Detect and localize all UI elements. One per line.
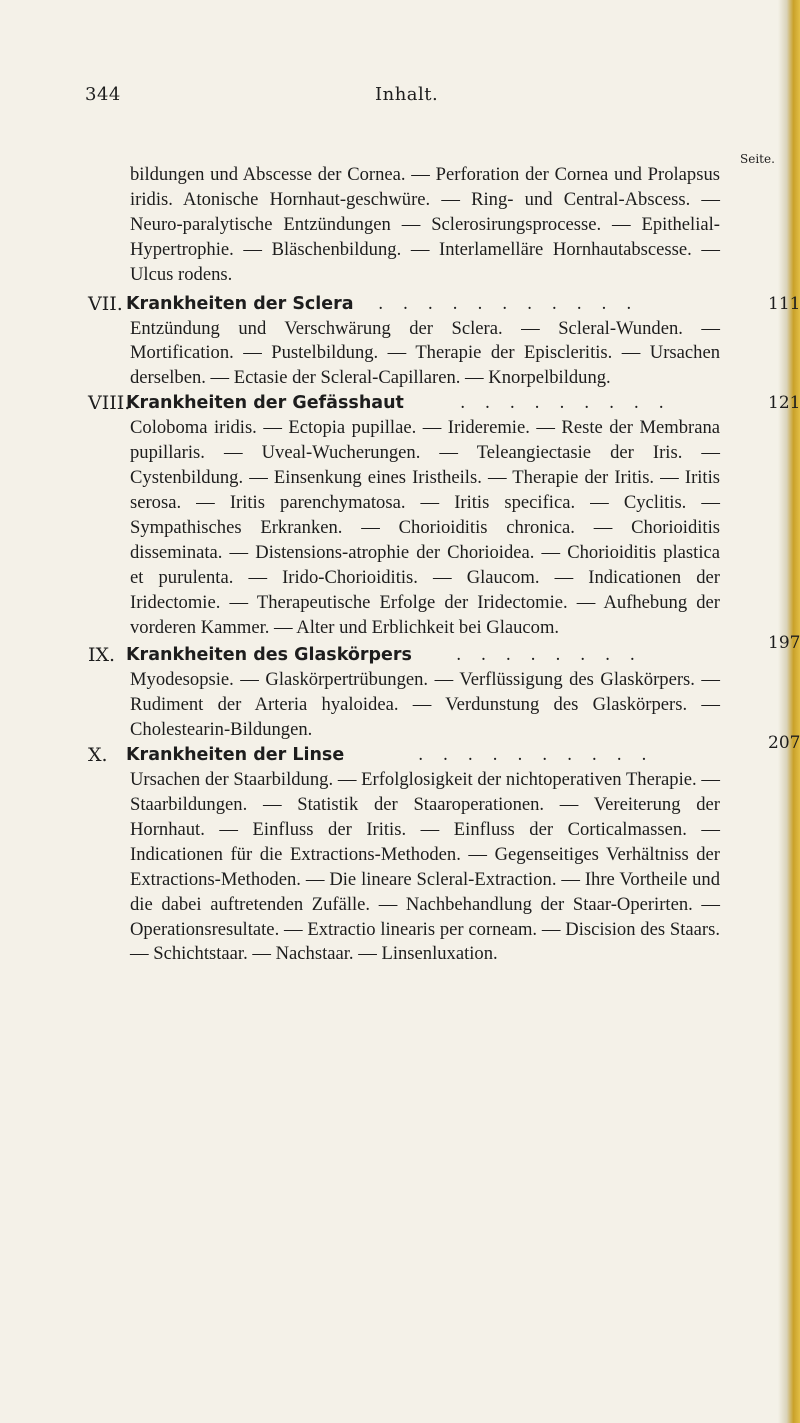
leader-dots: . . . . . . . . .: [460, 393, 671, 414]
chapter-page: 111: [768, 293, 800, 314]
page-header: [0, 84, 800, 114]
leader-dots: . . . . . . . .: [456, 645, 643, 666]
chapter-page: 207: [768, 733, 800, 754]
seite-label: Seite.: [740, 152, 775, 166]
chapter-text: Ursachen der Staarbildung. — Erfolglosigkeit der nichtoperativen Therapie. — Staarbildungen. — Statistik der Staaroperationen. — Vereiterung der Hornhaut. — Einfluss der Iritis. — Einfluss der Corticalmassen. — Indicationen für die Extractions-Methoden. — Gegenseitiges Verhältniss der Extractions-Methoden. — Die lineare Scleral-Extraction. — Ihre Vortheile und die dabei auftretenden Zufälle. — Nachbehandlung der Staar-Operirten. — Operationsresultate. — Extractio linearis per corneam. — Discision des Staars. — Schichtstaar. — Nachstaar. — Linsenluxation.: [130, 769, 720, 965]
chapter-page: 197: [768, 633, 800, 654]
leader-dots: . . . . . . . . . .: [418, 745, 654, 766]
table-of-contents: [88, 163, 800, 967]
chapter-title: Krankheiten des Glaskörpers: [126, 645, 412, 666]
chapter-heading-viii: [88, 391, 800, 416]
intro-text: bildungen und Abscesse der Cornea. — Perforation der Cornea und Prolapsus iridis. Atonische Hornhaut-geschwüre. — Ring- und Central-Abscess. — Neuro-paralytische Entzündungen — Sclerosirungsprocesse. — Epithelial-Hypertrophie. — Bläschenbildung. — Interlamelläre Hornhautabscesse. — Ulcus rodens.: [130, 164, 720, 285]
page-number: 344: [85, 84, 121, 105]
leader-dots: . . . . . . . . . . .: [378, 293, 639, 314]
chapter-page: 121: [768, 393, 800, 414]
chapter-heading-vii: [88, 292, 800, 317]
chapter-numeral: IX.: [88, 644, 116, 667]
chapter-numeral: VII.: [88, 292, 123, 315]
chapter-numeral: VIII.: [88, 392, 131, 415]
chapter-numeral: X.: [88, 744, 108, 767]
running-title: Inhalt.: [375, 84, 439, 105]
chapter-title: Krankheiten der Gefässhaut: [126, 393, 404, 414]
chapter-heading-x: [88, 733, 800, 768]
chapter-text: Myodesopsie. — Glaskörpertrübungen. — Verflüssigung des Glaskörpers. — Rudiment der Arteria hyaloidea. — Verdunstung des Glaskörpers. — Cholestearin-Bildungen.: [130, 669, 720, 741]
chapter-title: Krankheiten der Sclera: [126, 293, 354, 314]
chapter-text: Entzündung und Verschwärung der Sclera. — Scleral-Wunden. — Mortification. — Pustelbildung. — Therapie der Episcleritis. — Ursachen derselben. — Ectasie der Scleral-Capillaren. — Knorpelbildung.: [130, 317, 720, 389]
chapter-text: Coloboma iridis. — Ectopia pupillae. — Irideremie. — Reste der Membrana pupillaris. — Uveal-Wucherungen. — Teleangiectasie der Iris. — Cystenbildung. — Einsenkung eines Iristheils. — Therapie der Iritis. — Iritis serosa. — Iritis parenchymatosa. — Iritis specifica. — Cyclitis. — Sympathisches Erkranken. — Chorioiditis chronica. — Chorioiditis disseminata. — Distensions-atrophie der Chorioidea. — Chorioiditis plastica et purulenta. — Irido-Chorioiditis. — Glaucom. — Indicationen der Iridectomie. — Therapeutische Erfolge der Iridectomie. — Aufhebung der vorderen Kammer. — Alter und Erblichkeit bei Glaucom.: [130, 417, 720, 638]
chapter-heading-ix: [88, 633, 800, 668]
chapter-title: Krankheiten der Linse: [126, 745, 345, 766]
page-edge: [778, 0, 800, 1423]
